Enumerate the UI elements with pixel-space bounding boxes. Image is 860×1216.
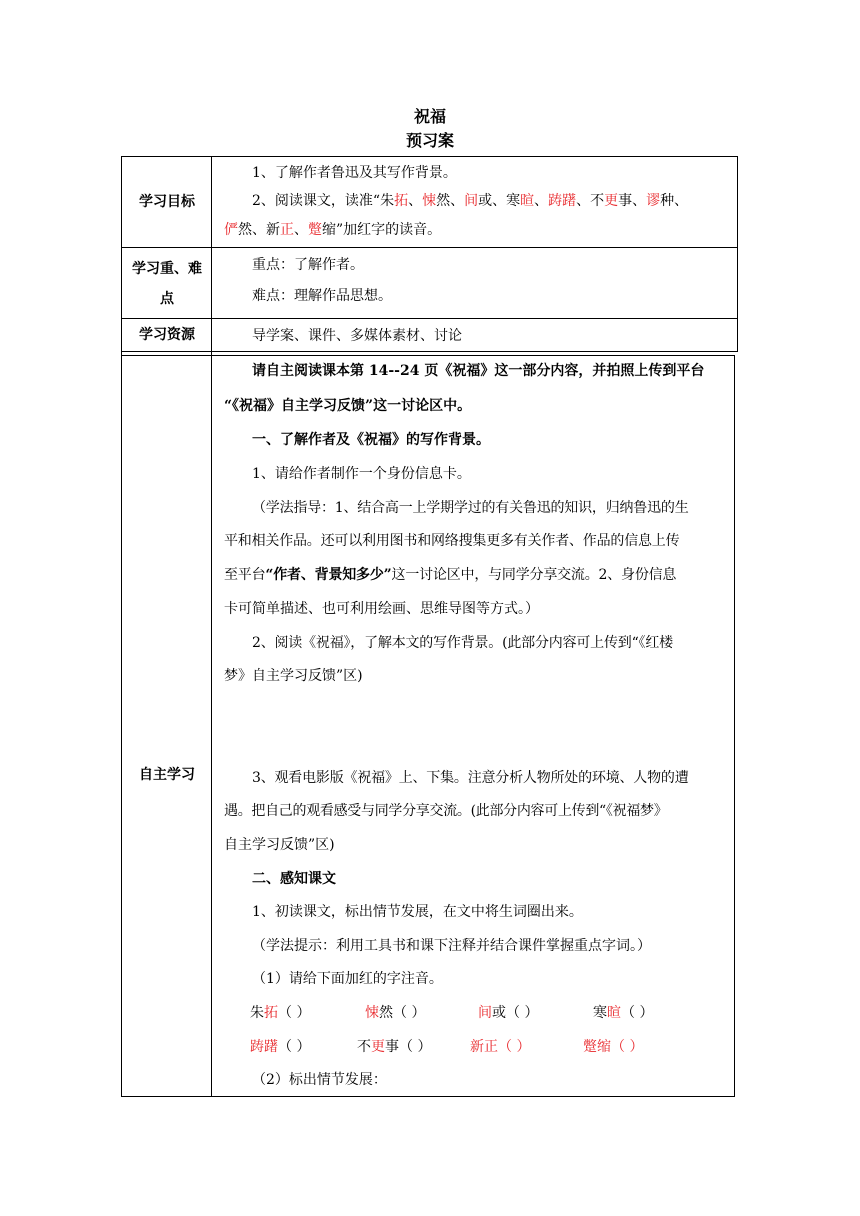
red-char: 暄 <box>520 193 535 209</box>
text-segment: 缩”加红字的读音。 <box>322 222 442 238</box>
guide-line-2: 平和相关作品。还可以利用图书和网络搜集更多有关作者、作品的信息上传 <box>224 533 680 549</box>
study-hint: （学法提示：利用工具书和课下注释并结合课件掌握重点字词。） <box>252 938 651 954</box>
task-3-line-2: 遇。把自己的观看感受与同学分享交流。(此部分内容可上传到“《祝福梦》 <box>224 803 668 819</box>
goal-item-1: 1、了解作者鲁迅及其写作背景。 <box>252 165 457 181</box>
red-char: 悚 <box>422 193 437 209</box>
word-item: 悚然（ ） <box>365 1005 426 1021</box>
text-segment: 这一讨论区中，与同学分享交流。2、身份信息 <box>391 567 677 583</box>
section-heading-2: 二、感知课文 <box>252 871 336 887</box>
label-focus-line2: 点 <box>160 291 174 307</box>
goal-item-2-cont <box>224 214 729 246</box>
red-char: 间 <box>464 193 479 209</box>
word-item: 寒暄（ ） <box>593 1005 654 1021</box>
table-border-right <box>737 156 738 352</box>
word-item: 不更事（ ） <box>357 1039 432 1055</box>
resource-text: 导学案、课件、多媒体素材、讨论 <box>252 328 462 344</box>
intro-line-1: 请自主阅读课本第 14--24 页《祝福》这一部分内容，并拍照上传到平台 <box>252 363 705 379</box>
red-char: 拓 <box>394 193 409 209</box>
word-item: 朱拓（ ） <box>250 1005 311 1021</box>
intro-line-2: “《祝福》自主学习反馈”这一讨论区中。 <box>224 398 472 414</box>
label-focus-line1: 学习重、难 <box>132 261 202 277</box>
text-segment: 、 <box>534 193 549 209</box>
text-segment: 2、阅读课文，读准“朱 <box>252 193 395 209</box>
word-item: 踌躇（ ） <box>250 1039 311 1055</box>
table-border-right <box>734 355 735 1097</box>
task-3-line-1: 3、观看电影版《祝福》上、下集。注意分析人物所处的环境、人物的遭 <box>252 770 689 786</box>
guide-line-1: （学法指导：1、结合高一上学期学过的有关鲁迅的知识，归纳鲁迅的生 <box>252 500 689 516</box>
bold-segment: “作者、背景知多少” <box>265 567 392 583</box>
task-2-line-1: 2、阅读《祝福》，了解本文的写作背景。(此部分内容可上传到“《红楼 <box>252 635 673 651</box>
text-segment: 或、寒 <box>478 193 521 209</box>
page-title: 祝福 <box>413 107 446 126</box>
task-3-line-3: 自主学习反馈”区) <box>224 837 335 853</box>
row-divider <box>121 318 738 319</box>
question-2: （2）标出情节发展： <box>252 1072 387 1088</box>
goal-item-2 <box>224 185 729 217</box>
text-segment: 、 <box>408 193 423 209</box>
table-border-bottom <box>121 1096 735 1097</box>
focus-key: 重点：了解作者。 <box>252 257 364 273</box>
section-heading-1: 一、了解作者及《祝福》的写作背景。 <box>252 432 490 448</box>
task-1: 1、请给作者制作一个身份信息卡。 <box>252 466 471 482</box>
red-char: 俨 <box>224 222 238 238</box>
label-self-study: 自主学习 <box>139 767 195 783</box>
red-char: 踌躇 <box>548 193 577 209</box>
text-segment: 至平台 <box>224 567 266 583</box>
guide-line-3 <box>224 559 729 591</box>
red-char: 更 <box>604 193 619 209</box>
word-item: 间或（ ） <box>478 1005 539 1021</box>
task-2-line-2: 梦》自主学习反馈”区) <box>224 668 363 684</box>
word-item: 蹩缩（ ） <box>583 1039 644 1055</box>
text-segment: 事、 <box>618 193 647 209</box>
read-task-1: 1、初读课文，标出情节发展，在文中将生词圈出来。 <box>252 904 583 920</box>
word-item: 新正（ ） <box>470 1039 531 1055</box>
label-resource: 学习资源 <box>139 327 195 343</box>
label-goal: 学习目标 <box>139 194 195 210</box>
text-segment: 、不 <box>576 193 605 209</box>
text-segment: 种、 <box>660 193 689 209</box>
red-char: 谬 <box>646 193 661 209</box>
page-subtitle: 预习案 <box>405 131 454 150</box>
row-divider <box>121 247 738 248</box>
text-segment: 然、 <box>436 193 465 209</box>
question-1: （1）请给下面加红的字注音。 <box>252 971 443 987</box>
red-char: 蹩 <box>308 222 322 238</box>
text-segment: 、 <box>294 222 308 238</box>
focus-difficulty: 难点：理解作品思想。 <box>252 288 392 304</box>
guide-line-4: 卡可简单描述、也可利用绘画、思维导图等方式。） <box>224 601 539 617</box>
red-char: 正 <box>280 222 294 238</box>
text-segment: 然、新 <box>238 222 280 238</box>
